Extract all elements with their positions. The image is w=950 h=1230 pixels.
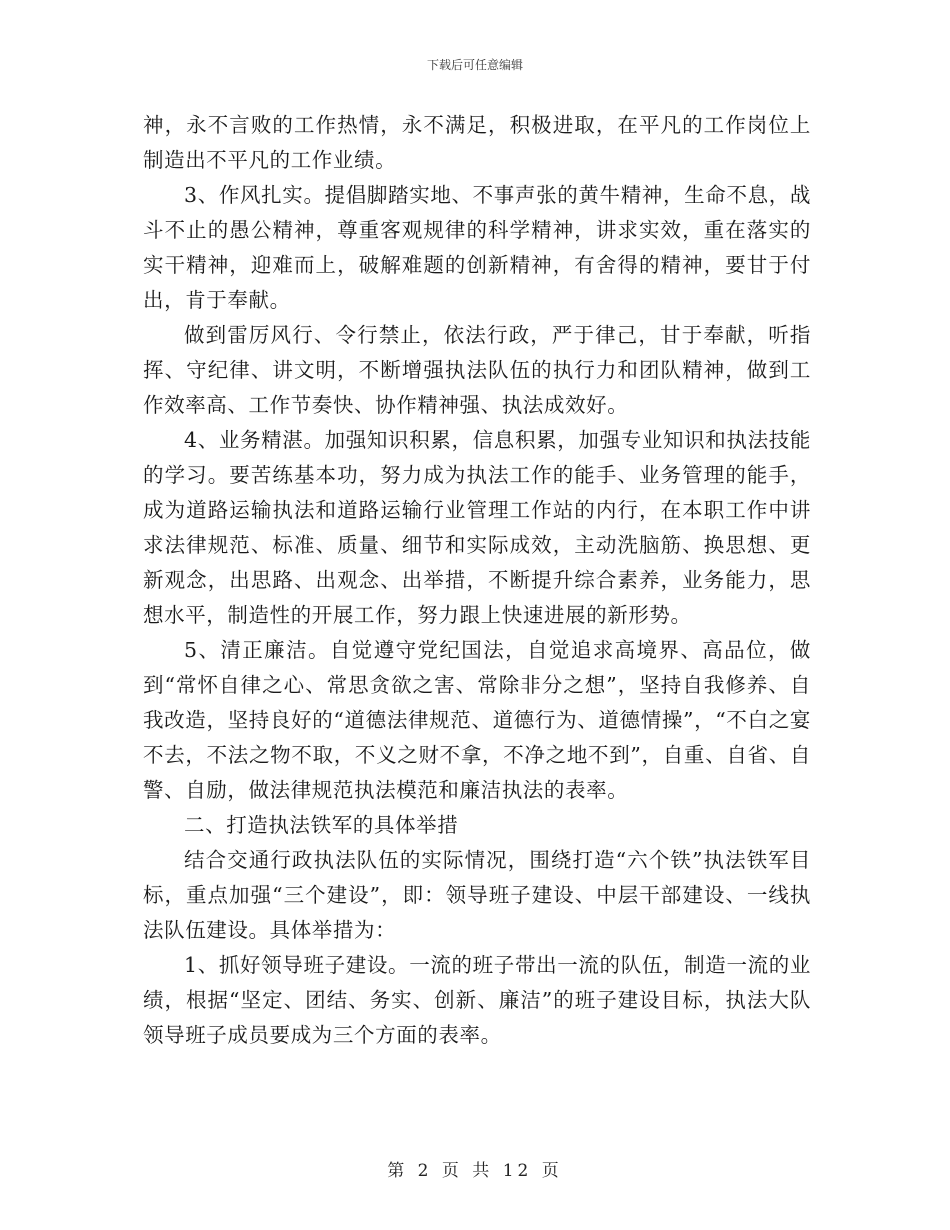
section-heading: 二、打造执法铁军的具体举措 <box>184 813 459 837</box>
page-header: 下载后可任意编辑 <box>426 58 523 72</box>
paragraph-7: 1、抓好领导班子建设。一流的班子带出一流的队伍，制造一流的业绩，根据“坚定、团结、务实、创新、廉洁”的班子建设目标，执法大队领导班子成员要成为三个方面的表率。 <box>143 953 811 1047</box>
paragraph-5: 5、清正廉洁。自觉遵守党纪国法，自觉追求高境界、高品位，做到“常怀自律之心、常思贪欲之害、常除非分之想”，坚持自我修养、自我改造，坚持良好的“道德法律规范、道德行为、道德情操”，“不白之宴不去，不法之物不取，不义之财不拿，不净之地不到”，自重、自省、自警、自励，做法律规范执法模范和廉洁执法的表率。 <box>143 638 811 802</box>
paragraph-1: 神，永不言败的工作热情，永不满足，积极进取，在平凡的工作岗位上制造出不平凡的工作业绩。 <box>143 113 811 172</box>
paragraph-4: 4、业务精湛。加强知识积累，信息积累，加强专业知识和执法技能的学习。要苦练基本功，努力成为执法工作的能手、业务管理的能手，成为道路运输执法和道路运输行业管理工作站的内行，在本职工作中讲求法律规范、标准、质量、细节和实际成效，主动洗脑筋、换思想、更新观念，出思路、出观念、出举措，不断提升综合素养，业务能力，思想水平，制造性的开展工作，努力跟上快速进展的新形势。 <box>143 428 811 627</box>
paragraph-3: 做到雷厉风行、令行禁止，依法行政，严于律己，甘于奉献，听指挥、守纪律、讲文明，不断增强执法队伍的执行力和团队精神，做到工作效率高、工作节奏快、协作精神强、执法成效好。 <box>143 323 811 417</box>
paragraph-6: 结合交通行政执法队伍的实际情况，围绕打造“六个铁”执法铁军目标，重点加强“三个建设”，即：领导班子建设、中层干部建设、一线执法队伍建设。具体举措为： <box>143 848 811 942</box>
paragraph-2: 3、作风扎实。提倡脚踏实地、不事声张的黄牛精神，生命不息，战斗不止的愚公精神，尊重客观规律的科学精神，讲求实效，重在落实的实干精神，迎难而上，破解难题的创新精神，有舍得的精神，要甘于付出，肯于奉献。 <box>143 183 811 312</box>
page-footer: 第 2 页 共 12 页 <box>387 1161 563 1181</box>
document-body <box>143 108 811 1053</box>
